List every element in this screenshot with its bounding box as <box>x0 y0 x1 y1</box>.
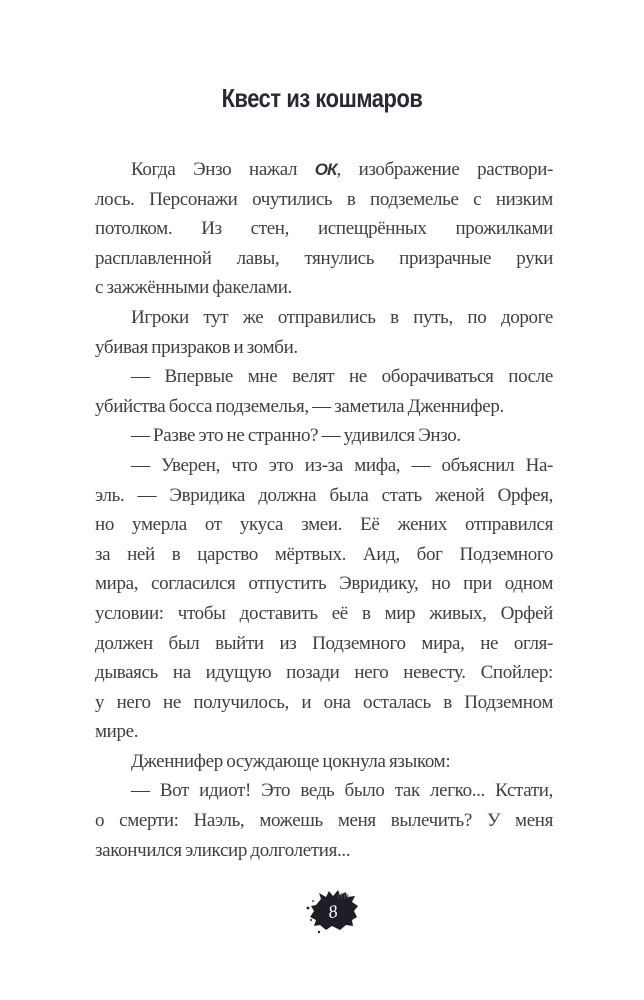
text-line: — Впервые мне велят не оборачиваться после <box>131 366 553 388</box>
text-line: убивая призраков и зомби. <box>95 336 298 358</box>
text-line: у него не получилось, и она осталась в Подземном <box>95 691 553 713</box>
text-line: о смерти: Наэль, можешь меня вылечить? У меня <box>95 810 553 832</box>
text-line: с зажжёнными факелами. <box>95 277 292 299</box>
ok-button-word: ОК <box>314 160 337 179</box>
page-number-blob <box>302 884 362 938</box>
text-line: мире. <box>95 721 139 743</box>
text-line: Дженнифер осуждающе цокнула языком: <box>131 750 451 772</box>
text-line: Игроки тут же отправились в путь, по дороге <box>131 306 553 328</box>
page-text <box>95 155 553 865</box>
page-number: 8 <box>326 900 340 923</box>
text-line: дываясь на идущую позади него невесту. Спойлер: <box>95 662 553 684</box>
text-line: мира, согласился отпустить Эвридику, но при одном <box>95 573 553 595</box>
text-line: — Уверен, что это из-за мифа, — объяснил На- <box>131 454 553 476</box>
text-line: эль. — Эвридика должна была стать женой Орфея, <box>95 484 553 506</box>
text-line: — Вот идиот! Это ведь было так легко... Кстати, <box>131 780 553 802</box>
text-line: за ней в царство мёртвых. Аид, бог Подземного <box>95 543 553 565</box>
text-line: но умерла от укуса змеи. Её жених отправился <box>95 514 553 536</box>
text-line: должен был выйти из Подземного мира, не огля- <box>95 632 553 654</box>
text-line: потолком. Из стен, испещрённых прожилками <box>95 218 553 240</box>
text-line: закончился эликсир долголетия... <box>95 839 351 861</box>
text-line: расплавленной лавы, тянулись призрачные руки <box>95 247 553 269</box>
chapter-title: Квест из кошмаров <box>221 83 423 113</box>
text-segment: , изображение раствори- <box>336 159 554 180</box>
text-line: условии: чтобы доставить её в мир живых, Орфей <box>95 602 553 624</box>
text-segment: Когда Энзо нажал <box>131 159 315 180</box>
text-line: лось. Персонажи очутились в подземелье с низким <box>95 188 553 210</box>
text-line <box>95 155 553 185</box>
text-line: убийства босса подземелья, — заметила Дженнифер. <box>95 395 504 417</box>
text-line: — Разве это не странно? — удивился Энзо. <box>131 425 461 447</box>
ink-splat-icon <box>302 884 362 938</box>
